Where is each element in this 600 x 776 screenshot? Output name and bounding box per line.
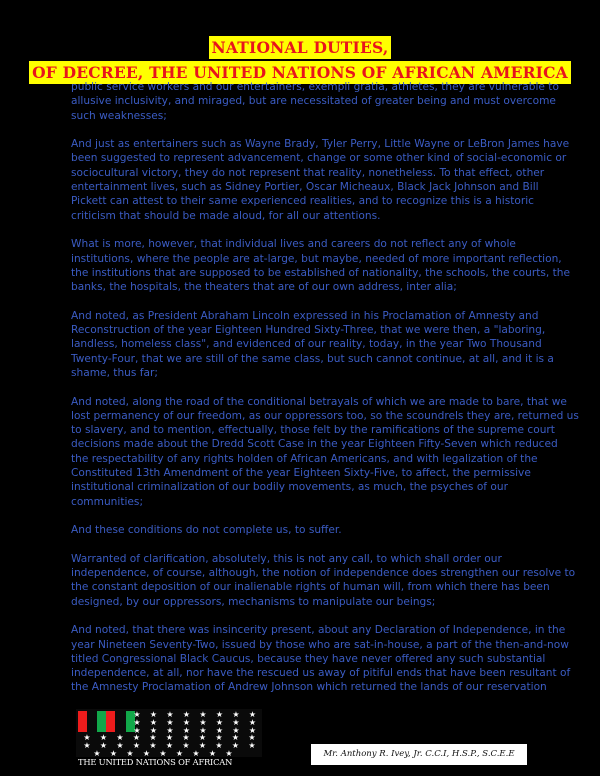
title-text-1: NATIONAL DUTIES, [209, 36, 392, 59]
star-icon: ★ [182, 718, 191, 727]
text-line: the respectability of any rights holden of African Americans, and with legalization of the [71, 452, 538, 465]
text-line: And just as entertainers such as Wayne Brady, Tyler Perry, Little Wayne or LeBron James have [71, 138, 570, 151]
star-icon: ★ [198, 741, 207, 750]
star-icon: ★ [182, 726, 191, 735]
text-line: titled Congressional Black Caucus, because they have never offered any such substantial [71, 652, 546, 665]
text-line: And noted, along the road of the conditional betrayals of which we are made to bare, that we [71, 395, 567, 408]
text-line: shame, thus far; [71, 366, 158, 379]
text-line: lost permanency of our freedom, as our oppressors too, so the scoundrels they are, returned us [71, 409, 579, 422]
text-line: the Amnesty Proclamation of Andrew Johnson which returned the lands of our reservation [71, 681, 547, 694]
star-icon: ★ [215, 733, 223, 742]
star-icon: ★ [175, 749, 184, 757]
logo-flag [76, 709, 262, 757]
star-icon: ★ [133, 726, 141, 735]
text-line: year Nineteen Seventy-Two, issued by those who are sat-in-house, a part of the then-and-now [71, 638, 569, 651]
text-line: sociocultural victory, they do not represent that reality, nonetheless. To that effect, other [71, 166, 545, 179]
star-icon: ★ [208, 749, 217, 757]
star-icon: ★ [165, 741, 174, 750]
star-icon: ★ [248, 710, 257, 719]
star-icon: ★ [109, 749, 118, 757]
text-line: And these conditions do not complete us, to suffer. [71, 524, 342, 537]
star-icon: ★ [166, 710, 174, 719]
document-body [71, 80, 579, 709]
star-icon: ★ [132, 741, 141, 750]
text-line: institutions, where the people are at-large, but maybe, needed of more important reflection, [71, 252, 562, 265]
text-line: to slavery, and to mention, effectually, those felt by the ramifications of the supreme court [71, 424, 555, 437]
text-line: the constant deposition of our inalienable rights of human will, from which there has been [71, 581, 550, 594]
star-icon: ★ [231, 733, 240, 742]
star-icon: ★ [93, 749, 101, 757]
paragraph [71, 80, 559, 123]
star-icon: ★ [192, 749, 200, 757]
star-icon: ★ [199, 726, 207, 735]
star-icon: ★ [182, 741, 190, 750]
text-line: banks, the hospitals, the theaters that are of our own address, inter alia; [71, 281, 457, 294]
text-line: Twenty-Four, that we are still of the same class, but such cannot continue, at all, and it is a [71, 352, 554, 365]
text-line: criticism that should be made aloud, for all our attentions. [71, 209, 381, 222]
signature-box: Mr. Anthony R. Ivey, Jr. C.C.I, H.S.P., S.C.E.E [311, 744, 527, 765]
text-line: independence, at all, nor have the rescued us away of pitiful ends that have been resultant of [71, 667, 571, 680]
star-icon: ★ [126, 749, 134, 757]
paragraph [71, 237, 571, 294]
green-stripe [97, 711, 106, 732]
paragraph [71, 623, 571, 694]
star-icon: ★ [198, 733, 207, 742]
text-line: independence, of course, although, the notion of independence does strengthen our resolve to [71, 567, 576, 580]
paragraph [71, 523, 541, 537]
star-icon: ★ [165, 733, 174, 742]
text-line: designed, by our oppressors, mechanisms to manipulate our beings; [71, 595, 436, 608]
text-line: landless, homeless class", and evidenced of our reality, today, in the year Two Thousand [71, 338, 542, 351]
star-icon: ★ [232, 718, 240, 727]
star-icon: ★ [149, 726, 158, 735]
text-line: Warranted of clarification, absolutely, this is not any call, to which shall order our [71, 552, 502, 565]
star-icon: ★ [149, 718, 158, 727]
text-line: What is more, however, that individual lives and careers do not reflect any of whole [71, 238, 516, 251]
star-icon: ★ [248, 718, 257, 727]
star-icon: ★ [248, 741, 256, 750]
text-line: And noted, that there was insincerity present, about any Declaration of Independence, in the [71, 624, 566, 637]
star-icon: ★ [199, 710, 207, 719]
star-icon: ★ [149, 741, 157, 750]
text-line: institutional criminalization of our bodily movements, as much, the psyches of our [71, 481, 508, 494]
star-icon: ★ [132, 733, 141, 742]
red-stripe [106, 711, 115, 732]
star-icon: ★ [215, 718, 224, 727]
star-icon: ★ [133, 710, 141, 719]
text-line: public service workers and our entertainers, exempli gratia, athletes, they are vulnerable to [71, 81, 559, 93]
text-line: communities; [71, 495, 144, 508]
star-icon: ★ [248, 726, 257, 735]
flag-graphic [76, 709, 262, 757]
star-icon: ★ [149, 710, 158, 719]
paragraph [71, 137, 570, 223]
star-icon: ★ [99, 741, 108, 750]
text-line: such weaknesses; [71, 109, 167, 122]
star-icon: ★ [99, 733, 108, 742]
text-line: And noted, as President Abraham Lincoln expressed in his Proclamation of Amnesty and [71, 309, 539, 322]
star-icon: ★ [248, 733, 256, 742]
star-icon: ★ [215, 710, 224, 719]
paragraph [71, 395, 579, 509]
text-line: allusive inclusivity, and miraged, but are necessitated of greater being and must overcome [71, 95, 556, 108]
star-icon: ★ [166, 726, 174, 735]
logo-text: THE UNITED NATIONS OF AFRICAN [78, 757, 233, 767]
text-line: Reconstruction of the year Eighteen Hundred Sixty-Three, that we were then, a "laboring, [71, 324, 546, 337]
star-icon: ★ [232, 710, 240, 719]
text-line: the institutions that are supposed to be established of nationality, the schools, the courts, the [71, 266, 571, 279]
text-line: entertainment lives, such as Sidney Portier, Oscar Micheaux, Black Jack Johnson and Bill [71, 181, 539, 194]
text-line: Constituted 13th Amendment of the year Eighteen Sixty-Five, to affect, the permissive [71, 467, 531, 480]
star-icon: ★ [142, 749, 151, 757]
star-icon: ★ [225, 749, 233, 757]
star-icon: ★ [182, 733, 190, 742]
title-line-1 [0, 38, 600, 57]
red-stripe [78, 711, 87, 732]
star-icon: ★ [116, 733, 124, 742]
paragraph [71, 552, 576, 609]
star-icon: ★ [83, 733, 91, 742]
text-line: Pickett can attest to their same experienced realities, and to recognize this is a historic [71, 195, 534, 208]
star-icon: ★ [199, 718, 207, 727]
star-icon: ★ [133, 718, 141, 727]
star-icon: ★ [159, 749, 167, 757]
star-icon: ★ [182, 710, 191, 719]
paragraph [71, 309, 554, 380]
star-icon: ★ [231, 741, 240, 750]
star-icon: ★ [232, 726, 240, 735]
text-line: been suggested to represent advancement, change or some other kind of social-economic or [71, 152, 567, 165]
title-text-2: OF DECREE, THE UNITED NATIONS OF AFRICAN AMERICA [29, 61, 571, 84]
star-icon: ★ [116, 741, 124, 750]
text-line: decisions made about the Dredd Scott Case in the year Eighteen Fifty-Seven which reduced [71, 438, 558, 451]
star-icon: ★ [83, 741, 91, 750]
star-icon: ★ [149, 733, 157, 742]
star-icon: ★ [215, 741, 223, 750]
star-icon: ★ [215, 726, 224, 735]
star-icon: ★ [166, 718, 174, 727]
